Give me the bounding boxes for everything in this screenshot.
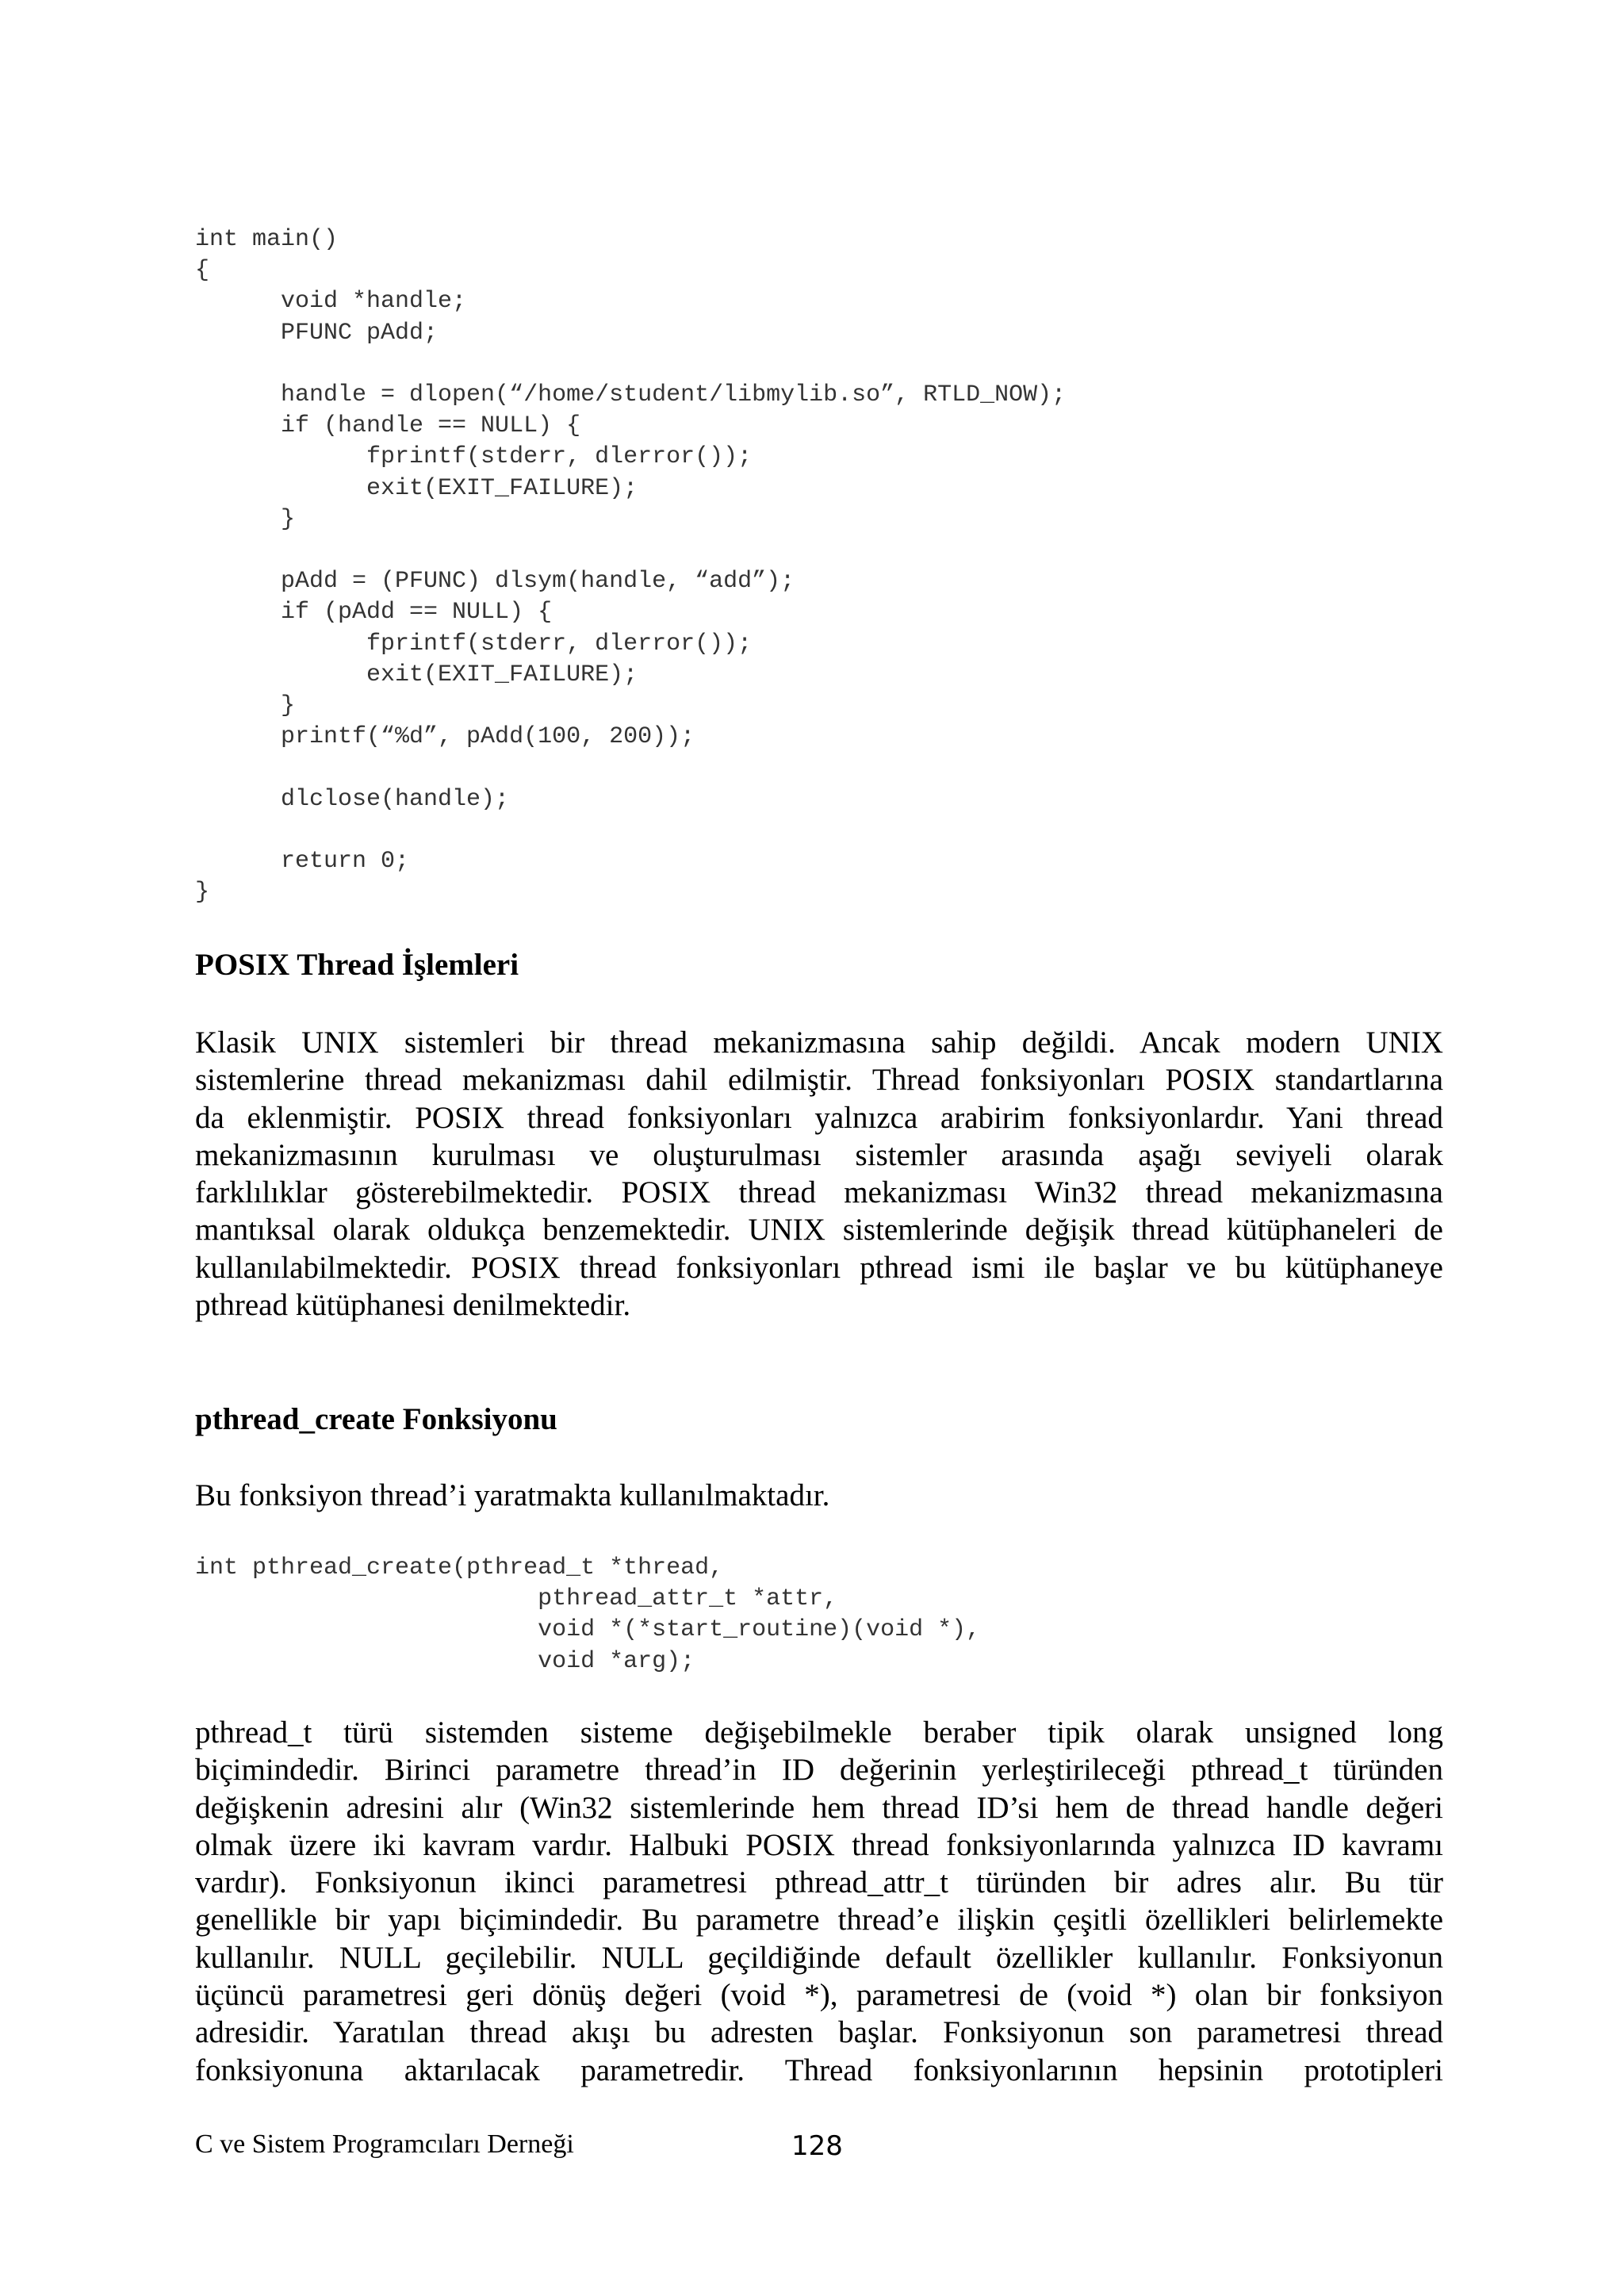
paragraph-posix-intro (195, 1024, 1443, 1324)
text-line: biçimindedir. Birinci parametre thread’in ID değerinin yerleştirileceği pthread_t türünden (195, 1753, 1443, 1788)
footer-organization: C ve Sistem Programcıları Derneği (195, 2129, 574, 2159)
code-block-main: int main() { void *handle; PFUNC pAdd; handle = dlopen(“/home/student/libmylib.so”, RTLD_NOW); if (handle == NULL) { fprintf(stderr, dlerror()); exit(EXIT_FAILURE); } pAdd = (PFUNC) dlsym(handle, “add”); if (pAdd == NULL) { fprintf(stderr, dlerror()); exit(EXIT_FAILURE); } printf(“%d”, pAdd(100, 200)); dlclose(handle); return 0; } (195, 226, 1067, 907)
text-line: vardır). Fonksiyonun ikinci parametresi pthread_attr_t türünden bir adres alır. Bu tür (195, 1865, 1443, 1900)
text-line: mekanizmasının kurulması ve oluşturulması sistemler arasında aşağı seviyeli olarak (195, 1137, 1443, 1172)
text-line: adresidir. Yaratılan thread akışı bu adresten başlar. Fonksiyonun son parametresi thread (195, 2015, 1443, 2050)
text-line: değişkenin adresini alır (Win32 sistemlerinde hem thread ID’si hem de thread handle değeri (195, 1790, 1443, 1825)
text-line: pthread_t türü sistemden sisteme değişebilmekle beraber tipik olarak unsigned long (195, 1715, 1443, 1750)
text-line: sistemlerine thread mekanizması dahil edilmiştir. Thread fonksiyonları POSIX standartlarına (195, 1063, 1443, 1098)
text-line: Klasik UNIX sistemleri bir thread mekanizmasına sahip değildi. Ancak modern UNIX (195, 1025, 1443, 1060)
text-line: üçüncü parametresi geri dönüş değeri (void *), parametresi de (void *) olan bir fonksiyon (195, 1978, 1443, 2013)
text-line: olmak üzere iki kavram vardır. Halbuki POSIX thread fonksiyonlarında yalnızca ID kavramı (195, 1827, 1443, 1862)
text-line: genellikle bir yapı biçimindedir. Bu parametre thread’e ilişkin çeşitli özellikleri belirlemekte (195, 1903, 1443, 1938)
text-line: kullanılır. NULL geçilebilir. NULL geçildiğinde default özellikler kullanılır. Fonksiyonun (195, 1940, 1443, 1975)
text-line: da eklenmiştir. POSIX thread fonksiyonları yalnızca arabirim fonksiyonlardır. Yani thread (195, 1100, 1443, 1135)
page-number: 128 (791, 2130, 843, 2162)
text-line: Bu fonksiyon thread’i yaratmakta kullanılmaktadır. (195, 1478, 830, 1512)
paragraph-parameters (195, 1714, 1443, 2089)
text-line: farklılıklar gösterebilmektedir. POSIX thread mekanizması Win32 thread mekanizmasına (195, 1175, 1443, 1210)
text-line: mantıksal olarak oldukça benzemektedir. UNIX sistemlerinde değişik thread kütüphaneleri de (195, 1213, 1443, 1248)
text-line: kullanılabilmektedir. POSIX thread fonksiyonları pthread ismi ile başlar ve bu kütüphaneye (195, 1250, 1443, 1285)
text-line: pthread kütüphanesi denilmektedir. (195, 1288, 631, 1323)
section-heading-pthread-create: pthread_create Fonksiyonu (195, 1402, 557, 1436)
code-block-prototype: int pthread_create(pthread_t *thread, pthread_attr_t *attr, void *(*start_routine)(void *), void *arg); (195, 1554, 981, 1675)
section-heading-posix-thread: POSIX Thread İşlemleri (195, 948, 519, 982)
paragraph-create-intro (195, 1477, 1443, 1514)
text-line: fonksiyonuna aktarılacak parametredir. Thread fonksiyonlarının hepsinin prototipleri (195, 2053, 1443, 2087)
